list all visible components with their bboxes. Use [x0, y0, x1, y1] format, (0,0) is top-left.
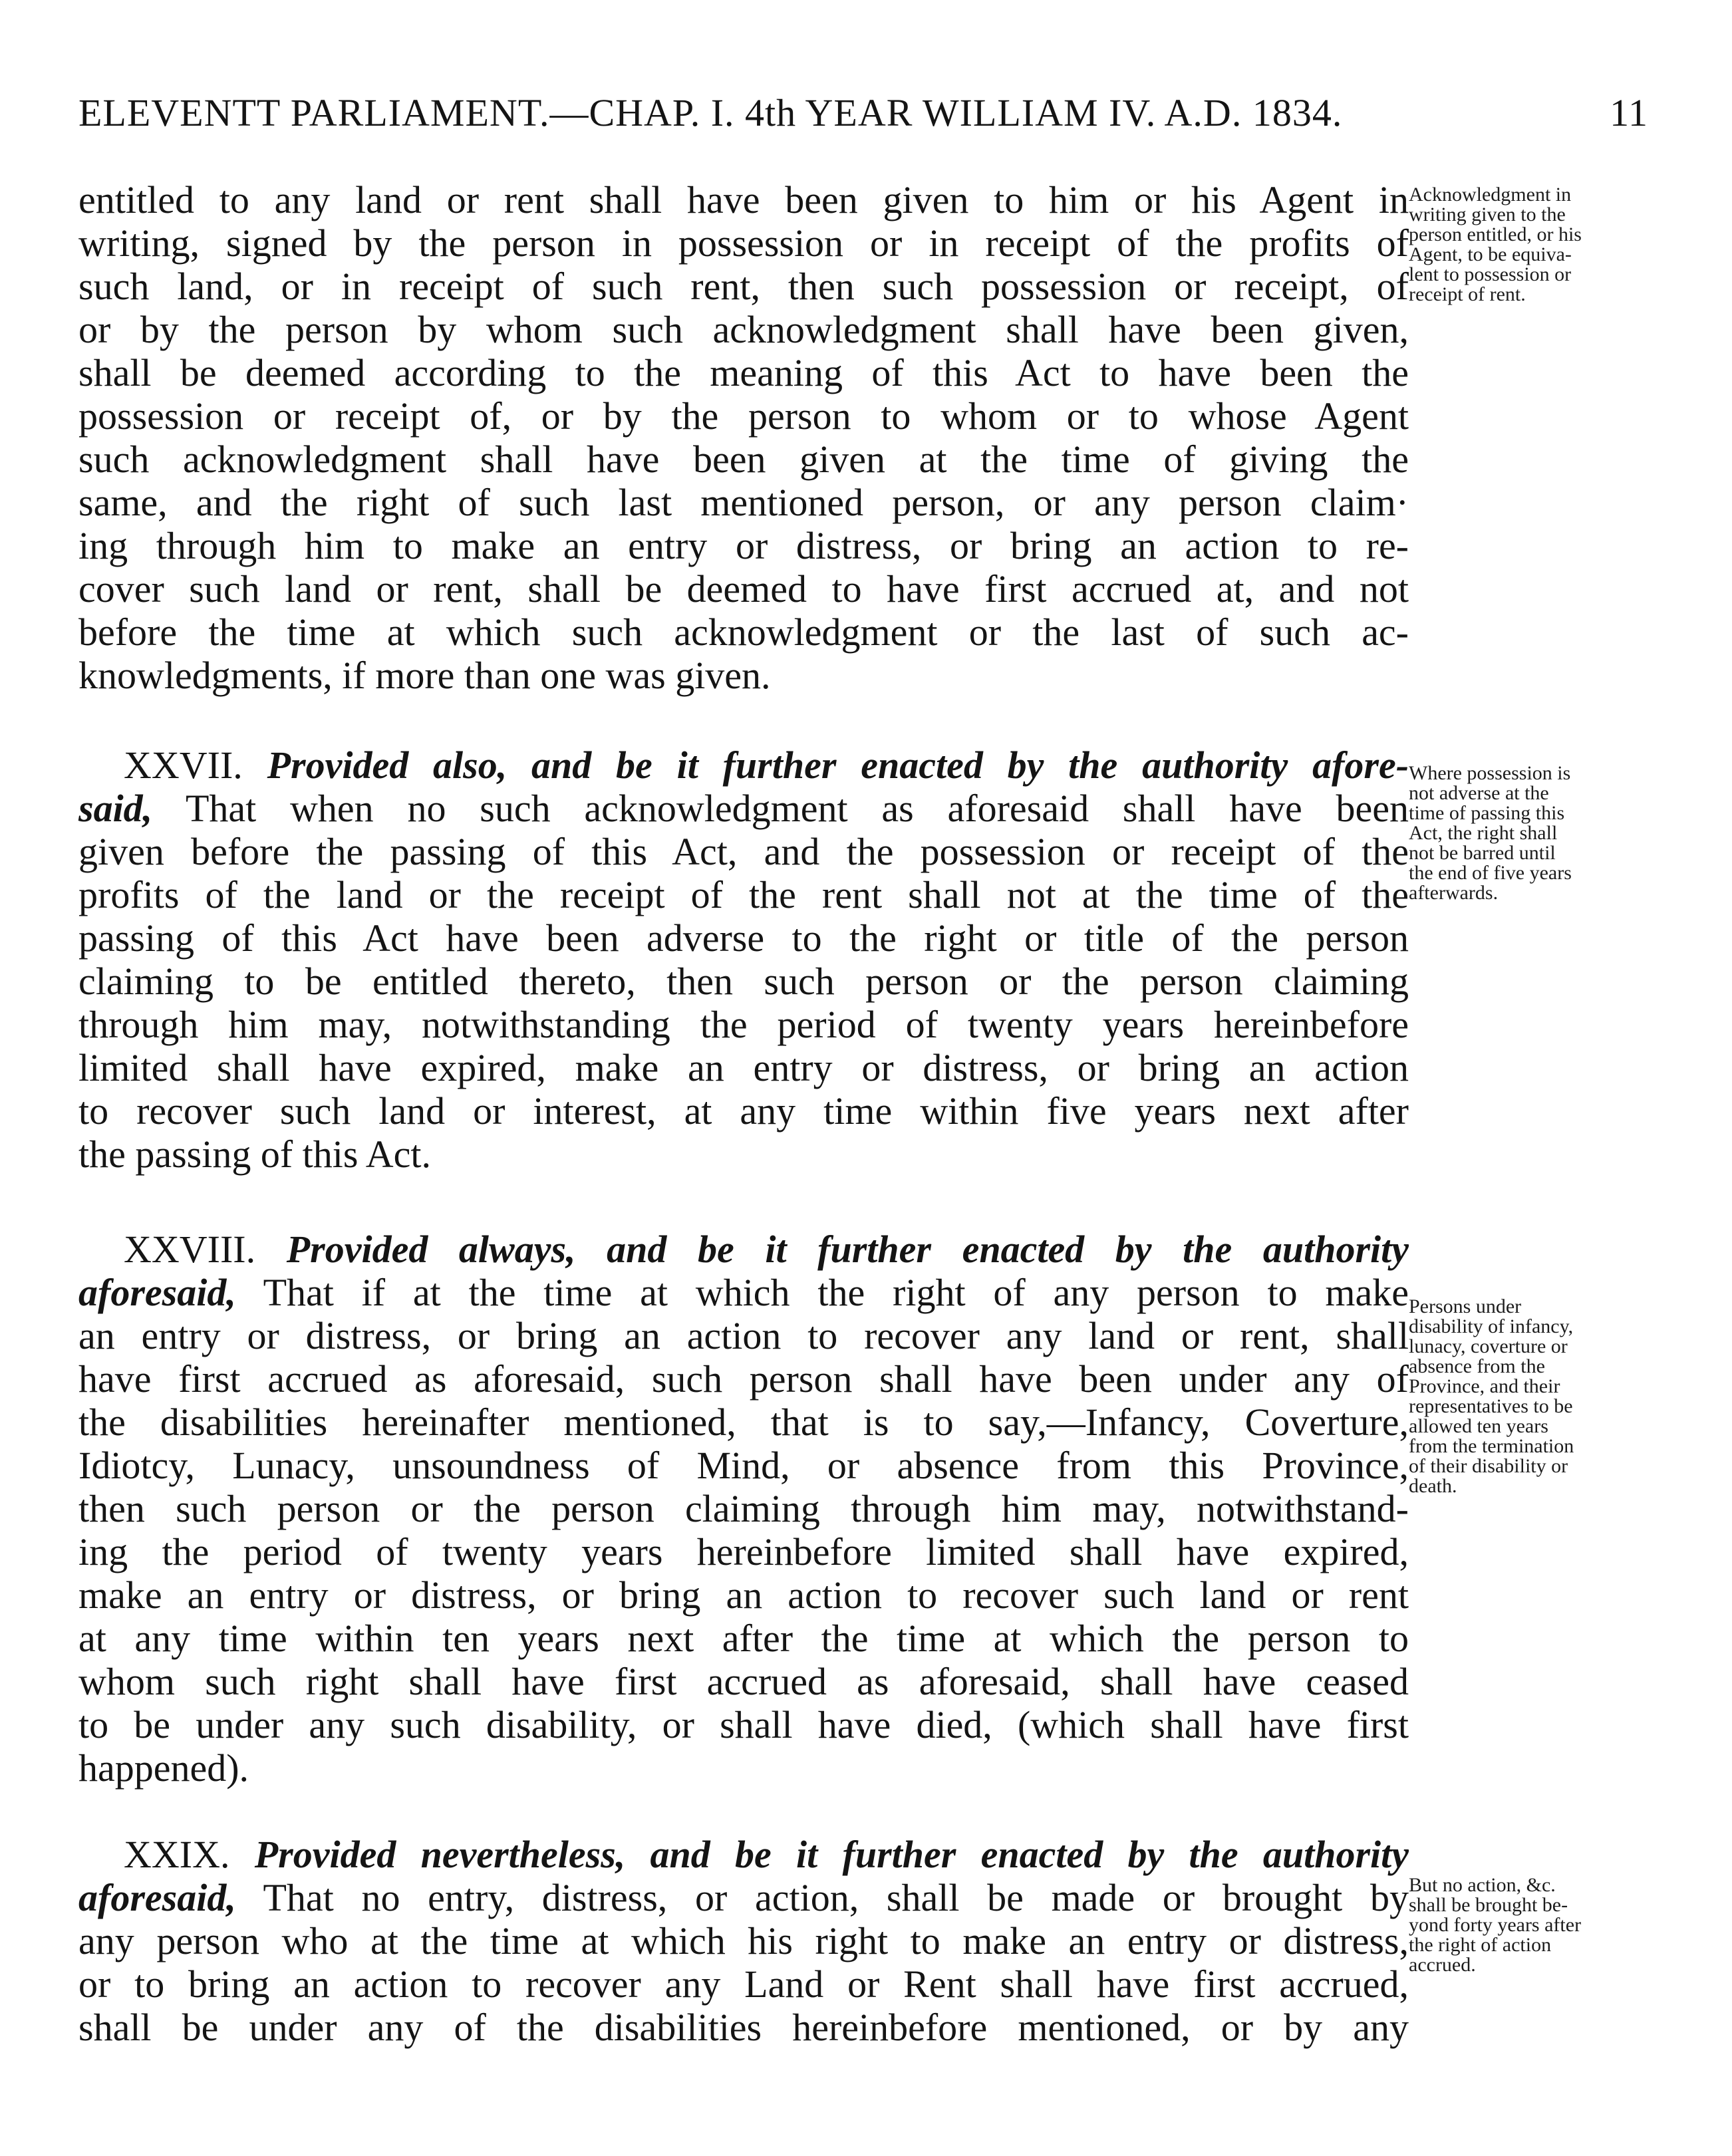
text-line: shall be under any of the disabilities hereinbefore mentioned, or by any [78, 2006, 1409, 2049]
margin-note-line: lunacy, coverture or [1409, 1335, 1568, 1357]
text-line: happened). [78, 1746, 249, 1790]
text-line: or to bring an action to recover any Land or Rent shall have first accrued, [78, 1962, 1409, 2006]
text-line [78, 787, 1409, 830]
section-enacting-clause-end: aforesaid, [78, 1271, 236, 1314]
text-line: any person who at the time at which his right to make an entry or distress, [78, 1919, 1409, 1962]
margin-note-line: yond forty years after [1409, 1914, 1582, 1936]
margin-note-line: writing given to the [1409, 203, 1566, 225]
running-title: ELEVENTT PARLIAMENT.—CHAP. I. 4th YEAR WILLIAM IV. A.D. 1834. [78, 91, 1343, 134]
text-line: entitled to any land or rent shall have been given to him or his Agent in [78, 178, 1409, 221]
text-line: ing the period of twenty years hereinbefore limited shall have expired, [78, 1530, 1409, 1573]
section-enacting-clause: Provided nevertheless, and be it further enacted by the authority [254, 1833, 1409, 1876]
margin-note-acknowledgment [1409, 185, 1675, 305]
text-line: an entry or distress, or bring an action to recover any land or rent, shall [78, 1314, 1409, 1357]
text-line: before the time at which such acknowledgment or the last of such ac- [78, 610, 1409, 654]
margin-note-line: afterwards. [1409, 882, 1499, 904]
margin-note-line: the right of action [1409, 1934, 1552, 1956]
text-line: shall be deemed according to the meaning of this Act to have been the [78, 351, 1409, 394]
section-number: XXVII. [124, 743, 243, 787]
text-line: the passing of this Act. [78, 1133, 432, 1176]
section-heading-line [78, 1228, 1409, 1271]
text-line: Idiotcy, Lunacy, unsoundness of Mind, or absence from this Province, [78, 1444, 1409, 1487]
section-xxvii [78, 743, 1409, 1176]
text-line: the disabilities hereinafter mentioned, that is to say,—Infancy, Coverture, [78, 1401, 1409, 1444]
margin-note-forty-years [1409, 1875, 1675, 1975]
text-line: passing of this Act have been adverse to the right or title of the person [78, 916, 1409, 960]
text-line: such acknowledgment shall have been given at the time of giving the [78, 438, 1409, 481]
margin-note-line: person entitled, or his [1409, 223, 1582, 245]
text-line: have first accrued as aforesaid, such person shall have been under any of [78, 1357, 1409, 1401]
section-xxviii [78, 1228, 1409, 1790]
text-line: cover such land or rent, shall be deemed to have first accrued at, and not [78, 567, 1409, 610]
text-line: given before the passing of this Act, and the possession or receipt of the [78, 830, 1409, 873]
text-span: That no entry, distress, or action, shall be made or brought by [263, 1876, 1409, 1919]
margin-note-line: representatives to be [1409, 1395, 1573, 1417]
margin-note-disability [1409, 1297, 1675, 1496]
section-enacting-clause: Provided also, and be it further enacted by the authority afore- [267, 743, 1409, 787]
text-line: possession or receipt of, or by the person to whom or to whose Agent [78, 394, 1409, 438]
text-line: at any time within ten years next after the time at which the person to [78, 1617, 1409, 1660]
text-line: claiming to be entitled thereto, then such person or the person claiming [78, 960, 1409, 1003]
margin-note-line: Where possession is [1409, 762, 1571, 784]
margin-note-line: But no action, &c. [1409, 1874, 1556, 1896]
margin-note-line: Persons under [1409, 1295, 1522, 1317]
margin-note-line: accrued. [1409, 1954, 1476, 1976]
margin-note-line: time of passing this [1409, 802, 1565, 824]
section-number: XXIX. [124, 1833, 230, 1876]
section-enacting-clause-end: aforesaid, [78, 1876, 236, 1919]
margin-note-line: allowed ten years [1409, 1415, 1548, 1437]
text-line: to recover such land or interest, at any time within five years next after [78, 1089, 1409, 1133]
margin-note-line: not be barred until [1409, 842, 1556, 864]
text-line: knowledgments, if more than one was given. [78, 654, 771, 697]
margin-note-line: absence from the [1409, 1355, 1545, 1377]
text-line: then such person or the person claiming through him may, notwithstand- [78, 1487, 1409, 1530]
running-header [78, 86, 1648, 140]
margin-note-line: not adverse at the [1409, 782, 1549, 804]
margin-note-line: lent to possession or [1409, 263, 1572, 285]
text-line: to be under any such disability, or shall have died, (which shall have first [78, 1703, 1409, 1746]
text-line: or by the person by whom such acknowledgment shall have been given, [78, 308, 1409, 351]
text-line: ing through him to make an entry or distress, or bring an action to re- [78, 524, 1409, 567]
text-line: limited shall have expired, make an entry or distress, or bring an action [78, 1046, 1409, 1089]
text-line: same, and the right of such last mentioned person, or any person claim· [78, 481, 1409, 524]
section-heading-line [78, 743, 1409, 787]
text-line: whom such right shall have first accrued as aforesaid, shall have ceased [78, 1660, 1409, 1703]
section-enacting-clause-end: said, [78, 787, 153, 830]
text-line: make an entry or distress, or bring an action to recover such land or rent [78, 1573, 1409, 1617]
margin-note-line: receipt of rent. [1409, 283, 1526, 305]
margin-note-line: Act, the right shall [1409, 822, 1558, 844]
text-span: That when no such acknowledgment as aforesaid shall have been [185, 787, 1409, 830]
text-line [78, 1271, 1409, 1314]
page-number: 11 [1610, 91, 1648, 134]
text-line: writing, signed by the person in possession or in receipt of the profits of [78, 221, 1409, 265]
margin-note-line: Province, and their [1409, 1375, 1560, 1397]
margin-note-line: Acknowledgment in [1409, 184, 1572, 205]
section-number: XXVIII. [124, 1228, 256, 1271]
section-xxix [78, 1833, 1409, 2049]
text-line: such land, or in receipt of such rent, then such possession or receipt, of [78, 265, 1409, 308]
margin-note-line: shall be brought be- [1409, 1894, 1568, 1916]
text-span: That if at the time at which the right of any person to make [263, 1271, 1409, 1314]
text-line: through him may, notwithstanding the period of twenty years hereinbefore [78, 1003, 1409, 1046]
margin-note-line: the end of five years [1409, 862, 1572, 884]
margin-note-line: death. [1409, 1475, 1457, 1497]
section-enacting-clause: Provided always, and be it further enacted by the authority [286, 1228, 1409, 1271]
text-line: profits of the land or the receipt of the rent shall not at the time of the [78, 873, 1409, 916]
margin-note-possession [1409, 763, 1675, 903]
margin-note-line: disability of infancy, [1409, 1315, 1574, 1337]
margin-note-line: Agent, to be equiva- [1409, 243, 1572, 265]
margin-note-line: from the termination [1409, 1435, 1574, 1457]
section-heading-line [78, 1833, 1409, 1876]
paragraph-continuation [78, 178, 1409, 697]
margin-note-line: of their disability or [1409, 1455, 1568, 1477]
text-line [78, 1876, 1409, 1919]
